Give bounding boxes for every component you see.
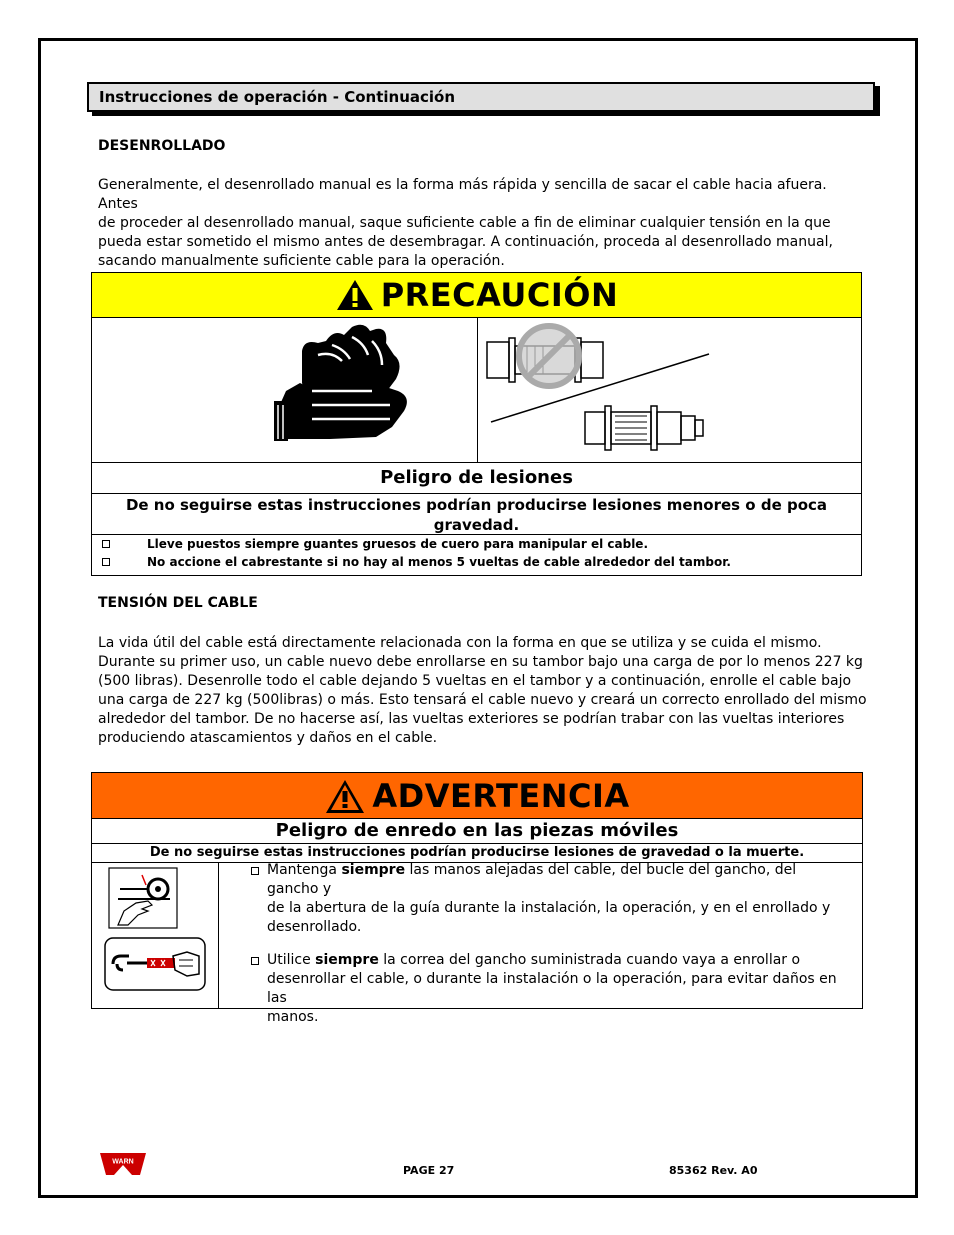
warning-item1-line1: las manos alejadas del cable, del bucle del gancho, del gancho y <box>267 862 797 897</box>
checkbox-bullet-icon <box>102 540 110 548</box>
warning-item1-bold: siempre <box>341 862 406 878</box>
caution-bullet-item <box>92 553 861 571</box>
warning-item2-bold: siempre <box>315 952 379 968</box>
hand-fairlead-icon <box>108 867 178 929</box>
warning-texts-cell <box>219 862 862 1025</box>
warn-logo-text: WARN <box>112 1158 134 1166</box>
warning-bullet-item <box>249 861 849 937</box>
warning-banner <box>92 773 862 819</box>
tension-paragraph <box>98 634 868 748</box>
gloves-image-cell <box>92 318 478 462</box>
unspool-paragraph <box>98 176 868 271</box>
unspool-line: Generalmente, el desenrollado manual es la forma más rápida y sencilla de sacar el cable hacia afuera. Antes <box>98 177 827 212</box>
caution-bullet-text: No accione el cabrestante si no hay al menos 5 vueltas de cable alrededor del tambor. <box>147 555 731 569</box>
warning-icons-cell <box>92 863 219 1009</box>
checkbox-bullet-icon <box>102 558 110 566</box>
caution-images <box>92 318 861 463</box>
tension-line: Durante su primer uso, un cable nuevo debe enrollarse en su tambor bajo una carga de por lo menos 227 kg <box>98 654 863 670</box>
gloves-icon <box>272 321 432 449</box>
tension-heading: TENSIÓN DEL CABLE <box>98 595 258 611</box>
warning-item2-line1: la correa del gancho suministrada cuando vaya a enrollar o <box>378 952 801 968</box>
tension-line: produciendo atascamientos y daños en el cable. <box>98 730 438 746</box>
checkbox-bullet-icon <box>251 867 259 875</box>
caution-banner <box>92 273 861 318</box>
warn-logo-icon <box>98 1151 148 1177</box>
warning-item1-pre: Mantenga <box>267 862 342 878</box>
caution-bullet-text: Lleve puestos siempre guantes gruesos de cuero para manipular el cable. <box>147 537 648 551</box>
section-header: Instrucciones de operación - Continuación <box>87 82 875 112</box>
warning-hazard-description: De no seguirse estas instrucciones podrían producirse lesiones de gravedad o la muerte. <box>92 844 862 863</box>
caution-hazard-title: Peligro de lesiones <box>92 463 861 494</box>
unspool-line: de proceder al desenrollado manual, saque suficiente cable a fin de eliminar cualquier tensión en la que <box>98 215 831 231</box>
caution-title: PRECAUCIÓN <box>380 276 619 314</box>
warning-bullet-item <box>249 951 849 1027</box>
checkbox-bullet-icon <box>251 957 259 965</box>
warning-item2-line2: desenrollar el cable, o durante la instalación o la operación, para evitar daños en las <box>267 971 837 1006</box>
warning-triangle-icon <box>324 777 366 815</box>
unspool-heading: DESENROLLADO <box>98 138 226 154</box>
warning-box <box>91 772 863 1025</box>
page-number: PAGE 27 <box>403 1164 455 1177</box>
caution-bullet-list <box>92 535 861 571</box>
warning-item1-line2: de la abertura de la guía durante la instalación, la operación, y en el enrollado y <box>267 900 831 916</box>
tension-line: La vida útil del cable está directamente relacionada con la forma en que se utiliza y se cuida el mismo. <box>98 635 822 651</box>
warning-item1-line3: desenrollado. <box>267 919 362 935</box>
caution-bullet-item <box>92 535 861 553</box>
hook-strap-icon <box>103 936 207 992</box>
caution-box <box>91 272 862 576</box>
tension-line: alrededor del tambor. De no hacerse así, las vueltas exteriores se podrían trabar con las vueltas interiores <box>98 711 845 727</box>
winch-drum-image-cell <box>478 318 861 462</box>
winch-diagram-icon <box>483 320 723 460</box>
warning-body <box>92 862 862 1025</box>
warning-title: ADVERTENCIA <box>372 776 630 815</box>
unspool-line: pueda estar sometido el mismo antes de desembragar. A continuación, proceda al desenrollado manual, <box>98 234 833 250</box>
warning-item2-pre: Utilice <box>267 952 316 968</box>
document-revision: 85362 Rev. A0 <box>669 1164 758 1177</box>
warning-item2-line3: manos. <box>267 1009 319 1025</box>
tension-line: una carga de 227 kg (500libras) o más. Esto tensará el cable nuevo y creará un correcto enrollado del mismo <box>98 692 867 708</box>
warning-hazard-title: Peligro de enredo en las piezas móviles <box>92 819 862 844</box>
caution-triangle-icon <box>335 278 375 312</box>
unspool-line: sacando manualmente suficiente cable para la operación. <box>98 253 505 269</box>
caution-hazard-description: De no seguirse estas instrucciones podrían producirse lesiones menores o de poca gravedad. <box>92 494 861 535</box>
warn-logo <box>98 1151 148 1181</box>
tension-line: (500 libras). Desenrolle todo el cable dejando 5 vueltas en el tambor y a continuación, enrolle el cable bajo <box>98 673 852 689</box>
